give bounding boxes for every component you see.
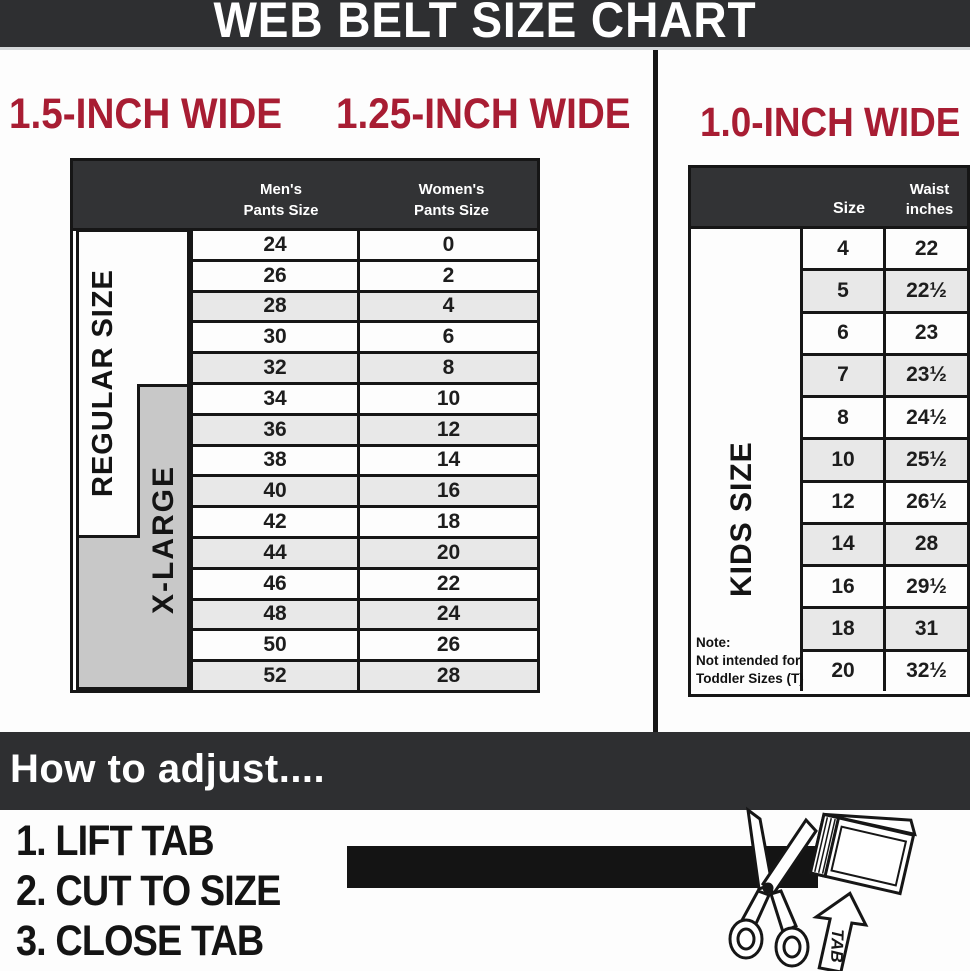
note-line2: Not intended for: [696, 653, 801, 668]
mens-size-cell: 24: [193, 231, 360, 259]
table-row: [803, 606, 967, 648]
kids-rows: [803, 229, 967, 691]
scissors-icon: [730, 810, 816, 966]
kids-size-cell: 8: [803, 398, 886, 437]
womens-size-cell: 24: [436, 602, 461, 626]
mens-header-line2: Pants Size: [243, 201, 319, 219]
kids-size-cell: 14: [803, 525, 886, 564]
kids-size-label: KIDS SIZE: [725, 441, 758, 597]
step-cut-to-size: 2. CUT TO SIZE: [16, 867, 281, 915]
waist-cell: 26½: [906, 490, 947, 514]
mens-size-cell: 36: [193, 416, 360, 444]
womens-size-cell: 20: [436, 540, 461, 564]
adult-size-table: [70, 158, 540, 693]
kids-size-cell: 20: [803, 652, 886, 691]
womens-header-line2: Pants Size: [413, 201, 490, 219]
womens-size-cell: 16: [436, 479, 461, 503]
heading-1-5-inch: 1.5-INCH WIDE: [9, 90, 283, 138]
mens-size-cell: 30: [193, 323, 360, 351]
womens-size-cell: 18: [436, 510, 461, 534]
heading-1-0-inch: 1.0-INCH WIDE: [700, 99, 961, 145]
table-row: [193, 351, 537, 382]
table-row: [193, 505, 537, 536]
cut-to-size-illustration: [690, 798, 970, 971]
waist-cell: 23: [914, 321, 939, 345]
mens-size-cell: 32: [193, 354, 360, 382]
mens-pants-size-header: [196, 161, 366, 228]
table-row: [803, 480, 967, 522]
header-spacer: [691, 168, 806, 226]
table-row: [193, 536, 537, 567]
mens-size-cell: 48: [193, 601, 360, 629]
waist-cell: 31: [914, 617, 939, 641]
size-header: Size: [832, 200, 865, 217]
table-row: [193, 628, 537, 659]
regular-size-label: REGULAR SIZE: [87, 269, 119, 498]
table-row: [803, 268, 967, 310]
womens-size-cell: 2: [442, 263, 455, 287]
womens-size-cell: 26: [436, 633, 461, 657]
header-spacer: [73, 161, 196, 228]
mens-size-cell: 40: [193, 477, 360, 505]
waist-cell: 22: [914, 236, 939, 260]
mens-size-cell: 34: [193, 385, 360, 413]
womens-size-cell: 22: [436, 571, 461, 595]
kids-size-cell: 4: [803, 229, 886, 268]
x-large-label: X-LARGE: [147, 465, 180, 615]
table-row: [193, 259, 537, 290]
womens-pants-size-header: [366, 161, 537, 228]
table-row: [193, 413, 537, 444]
kids-size-cell: 5: [803, 271, 886, 310]
waist-cell: 29½: [906, 574, 947, 598]
kids-size-cell: 10: [803, 440, 886, 479]
step-lift-tab: 1. LIFT TAB: [16, 817, 214, 865]
kids-table-body: [691, 229, 967, 691]
belt-buckle-icon: [810, 801, 917, 894]
table-row: [193, 567, 537, 598]
adjust-steps: [16, 816, 317, 966]
kids-size-table: [688, 165, 970, 697]
title-divider-line: [0, 47, 970, 50]
waist-cell: 22½: [906, 278, 947, 302]
adult-table-body: [73, 231, 537, 690]
womens-size-cell: 0: [442, 232, 455, 256]
waist-cell: 28: [914, 532, 939, 556]
womens-header-line1: Women's: [418, 180, 485, 198]
waist-cell: 25½: [906, 447, 947, 471]
waist-header-line1: Waist: [909, 181, 950, 198]
womens-size-cell: 12: [436, 417, 461, 441]
heading-1-25-inch: 1.25-INCH WIDE: [336, 90, 631, 138]
mens-header-line1: Men's: [260, 180, 302, 198]
womens-size-cell: 8: [442, 356, 455, 380]
mens-size-cell: 42: [193, 508, 360, 536]
womens-size-cell: 6: [442, 325, 455, 349]
size-group-column: [73, 231, 193, 690]
page-title: WEB BELT SIZE CHART: [213, 0, 757, 47]
table-row: [803, 437, 967, 479]
table-row: [803, 649, 967, 691]
table-row: [803, 522, 967, 564]
mens-size-cell: 44: [193, 539, 360, 567]
table-row: [803, 395, 967, 437]
title-bar: [0, 0, 970, 47]
womens-size-cell: 10: [436, 386, 461, 410]
kids-group-column: [691, 229, 803, 691]
kids-size-cell: 6: [803, 314, 886, 353]
tab-arrow-icon: [803, 886, 873, 971]
mens-size-cell: 52: [193, 662, 360, 690]
table-row: [803, 229, 967, 268]
step-close-tab: 3. CLOSE TAB: [16, 917, 264, 965]
table-row: [803, 311, 967, 353]
waist-header-line2: inches: [905, 201, 954, 218]
waist-cell: 32½: [906, 659, 947, 683]
womens-size-cell: 14: [436, 448, 461, 472]
womens-size-cell: 4: [442, 294, 455, 318]
kids-size-cell: 12: [803, 483, 886, 522]
table-row: [193, 290, 537, 321]
kids-size-cell: 7: [803, 356, 886, 395]
toddler-note: [696, 634, 804, 688]
mens-size-cell: 28: [193, 293, 360, 321]
table-row: [803, 564, 967, 606]
note-line1: Note:: [696, 635, 731, 650]
kids-size-cell: 16: [803, 567, 886, 606]
adult-table-header: [73, 161, 537, 231]
kids-table-header: [691, 168, 967, 229]
waist-cell: 24½: [906, 405, 947, 429]
tab-label: TAB: [826, 928, 848, 963]
mens-size-cell: 50: [193, 631, 360, 659]
section-divider: [653, 50, 658, 732]
table-row: [193, 231, 537, 259]
table-row: [803, 353, 967, 395]
womens-size-cell: 28: [436, 664, 461, 688]
note-line3: Toddler Sizes (T): [696, 671, 804, 686]
waist-cell: 23½: [906, 363, 947, 387]
mens-size-cell: 46: [193, 570, 360, 598]
mens-size-cell: 38: [193, 447, 360, 475]
table-row: [193, 320, 537, 351]
table-row: [193, 474, 537, 505]
table-row: [193, 382, 537, 413]
kids-size-cell: 18: [803, 609, 886, 648]
adult-rows: [193, 231, 537, 690]
waist-inches-header: [892, 168, 967, 226]
table-row: [193, 598, 537, 629]
mens-size-cell: 26: [193, 262, 360, 290]
how-to-adjust-label: How to adjust....: [10, 747, 326, 791]
table-row: [193, 659, 537, 690]
table-row: [193, 444, 537, 475]
